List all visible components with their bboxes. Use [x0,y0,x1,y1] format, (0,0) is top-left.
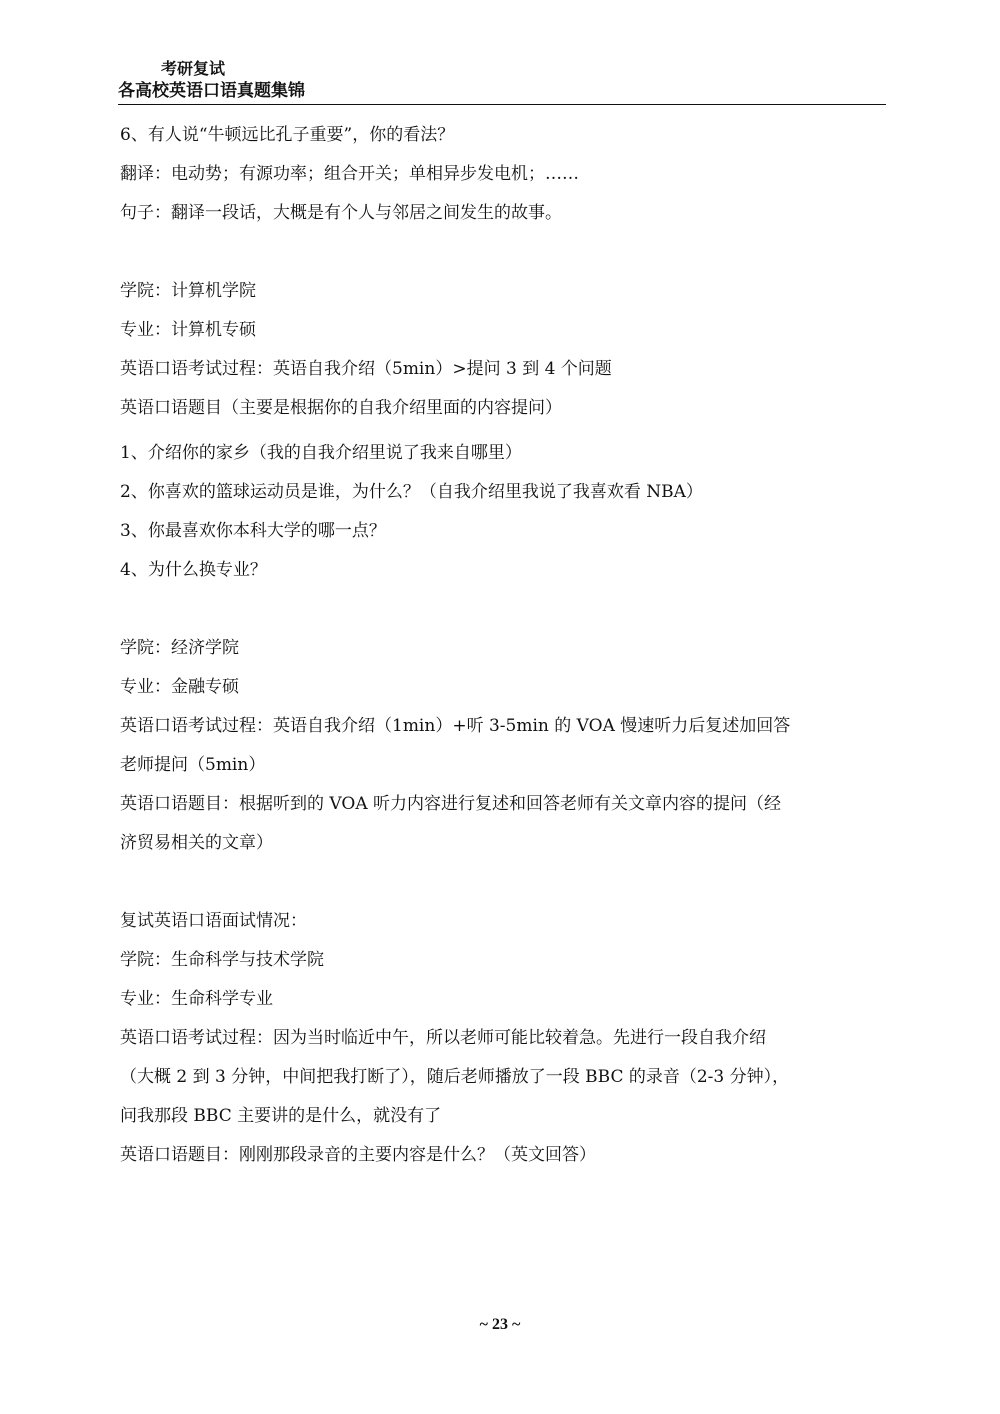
exam-process-cont: 问我那段 BBC 主要讲的是什么，就没有了 [120,1106,442,1126]
major-label: 专业：计算机专硕 [120,320,256,340]
translation-terms: 翻译：电动势；有源功率；组合开关；单相异步发电机；…… [120,164,579,184]
exam-topics: 英语口语题目（主要是根据你的自我介绍里面的内容提问） [120,398,562,418]
major-label: 专业：生命科学专业 [120,989,273,1009]
exam-topics-cont: 济贸易相关的文章） [120,833,273,853]
paragraph-gap [120,863,888,902]
page-header [118,58,886,105]
list-item: 2、你喜欢的篮球运动员是谁，为什么？（自我介绍里我说了我喜欢看 NBA） [120,482,703,502]
header-divider [118,104,886,105]
paragraph-gap [120,233,888,272]
school-label: 学院：生命科学与技术学院 [120,950,324,970]
exam-topics: 英语口语题目：刚刚那段录音的主要内容是什么？（英文回答） [120,1145,596,1165]
question-6: 6、有人说“牛顿远比孔子重要”，你的看法？ [120,125,455,145]
exam-process-cont: 老师提问（5min） [120,755,266,775]
paragraph-gap [120,590,888,629]
list-item: 3、你最喜欢你本科大学的哪一点？ [120,521,386,541]
header-title: 考研复试 [161,59,226,78]
exam-topics: 英语口语题目：根据听到的 VOA 听力内容进行复述和回答老师有关文章内容的提问（经 [120,794,781,814]
header-subtitle: 各高校英语口语真题集锦 [118,81,305,101]
major-label: 专业：金融专硕 [120,677,239,697]
section-computer-school [120,272,888,590]
section-economics-school [120,629,888,863]
document-body [120,116,888,1175]
interview-heading: 复试英语口语面试情况： [120,911,307,931]
school-label: 学院：经济学院 [120,638,239,658]
translation-sentence: 句子：翻译一段话，大概是有个人与邻居之间发生的故事。 [120,203,562,223]
exam-process: 英语口语考试过程：英语自我介绍（5min）>提问 3 到 4 个问题 [120,359,612,379]
exam-process: 英语口语考试过程：因为当时临近中午，所以老师可能比较着急。先进行一段自我介绍 [120,1028,766,1048]
section-question-6 [120,116,888,233]
school-label: 学院：计算机学院 [120,281,256,301]
list-item: 4、为什么换专业？ [120,560,267,580]
exam-process: 英语口语考试过程：英语自我介绍（1min）+听 3-5min 的 VOA 慢速听力后复述加回答 [120,716,791,736]
page-number: ~ 23 ~ [479,1316,521,1333]
list-item: 1、介绍你的家乡（我的自我介绍里说了我来自哪里） [120,443,522,463]
exam-process-cont: （大概 2 到 3 分钟，中间把我打断了），随后老师播放了一段 BBC 的录音（2-3 分钟）， [120,1067,790,1087]
section-life-science-school [120,902,888,1175]
